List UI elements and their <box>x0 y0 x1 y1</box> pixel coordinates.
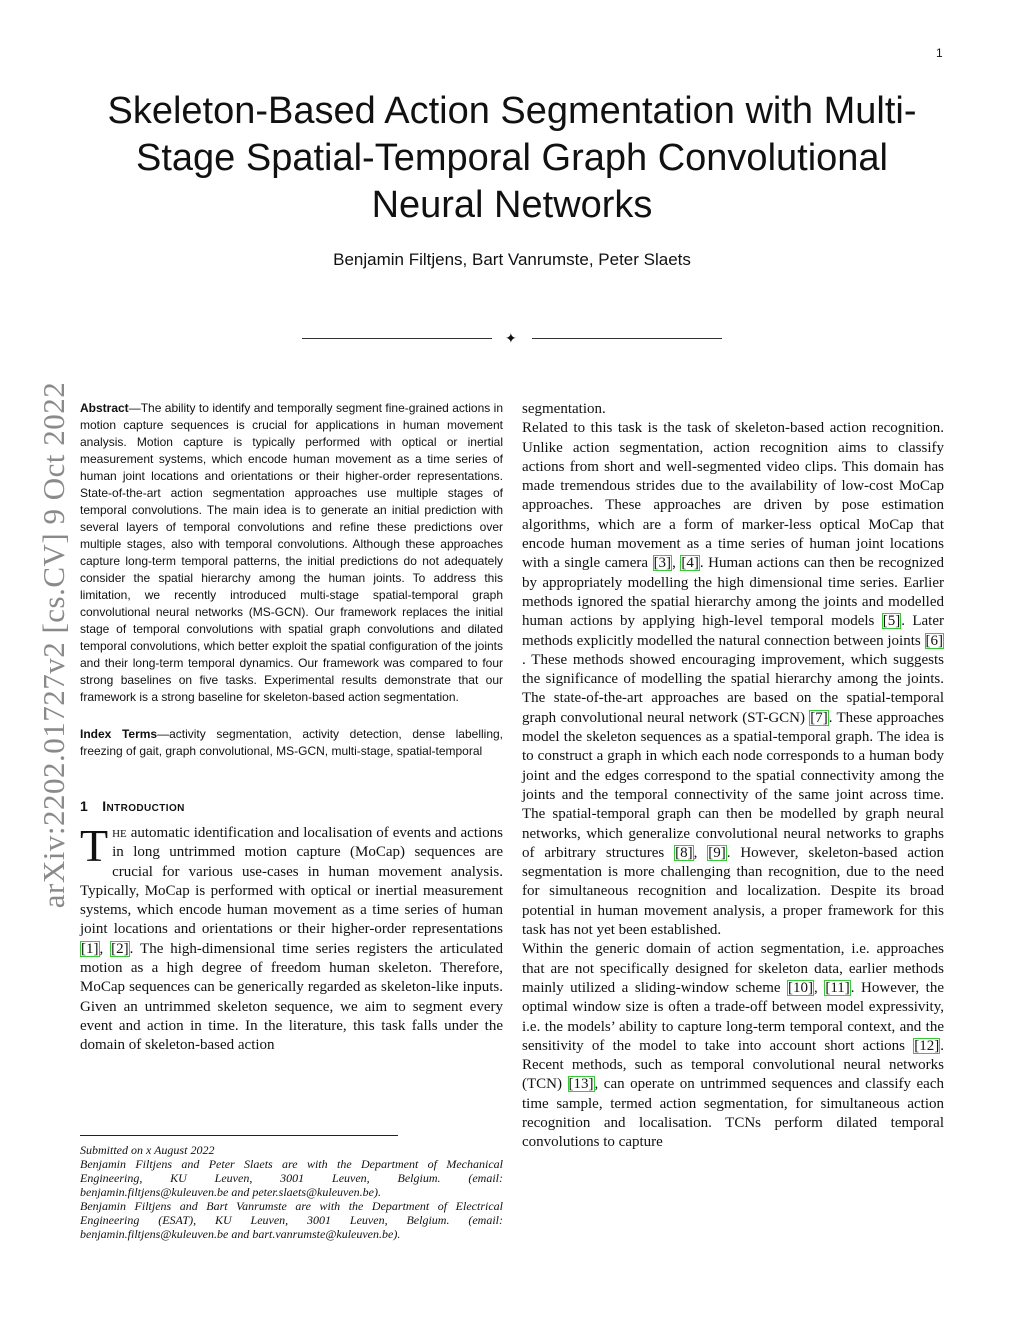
footnote-affiliation-2: Benjamin Filtjens and Bart Vanrumste are with the Department of Electrical Engineering (ESAT), KU Leuven, 3001 Leuven, Belgium. (email: benjamin.filtjens@kuleuven.be and bart.vanrumste@kuleuven.be). <box>80 1199 503 1241</box>
author-list: Benjamin Filtjens, Bart Vanrumste, Peter Slaets <box>333 250 691 269</box>
citation-separator: , <box>672 555 681 572</box>
footnotes <box>80 1143 503 1241</box>
footnote-affiliation-1: Benjamin Filtjens and Peter Slaets are with the Department of Mechanical Engineering, KU Leuven, 3001 Leuven, Belgium. (email: benjamin.filtjens@kuleuven.be and peter.slaets@kuleuven.be). <box>80 1157 503 1199</box>
index-terms <box>80 726 503 760</box>
section-number: 1 <box>80 798 89 814</box>
footnote-rule <box>80 1135 398 1136</box>
abstract <box>80 400 503 706</box>
citation-link-5[interactable]: [5] <box>882 613 901 630</box>
abstract-text: —The ability to identify and temporally segment fine-grained actions in motion capture sequences is crucial for applications in human movement analysis. Motion capture is typically performed with optical or inertial measurement systems, which encode human movement as a time series of human joint locations and orientations or their higher-order representations. State-of-the-art action segmentation approaches use multiple stages of temporal convolutions. The main idea is to generate an initial prediction with several layers of temporal convolutions and refine these predictions over multiple stages, also with temporal convolutions. Although these approaches capture long-term temporal patterns, the initial predictions do not adequately consider the spatial hierarchy among the human joints. To address this limitation, we recently introduced multi-stage spatial-temporal graph convolutional neural networks (MS-GCN). Our framework replaces the initial stage of temporal convolutions with spatial graph convolutions and dilated temporal convolutions, which better exploit the spatial configuration of the joints and their long-term temporal dynamics. Our framework was compared to four strong baselines on five tasks. Experimental results demonstrate that our framework is a strong baseline for skeleton-based action segmentation. <box>80 401 503 704</box>
right-text-2d: . These methods showed encouraging improvement, which suggests the significance of modelling the spatial hierarchy among the joints. The state-of-the-art approaches are based on the spatial-temporal graph convolutional neural network (ST-GCN) <box>522 651 944 726</box>
section-heading-introduction <box>80 798 503 814</box>
right-paragraph-3 <box>522 940 944 1152</box>
footnote-submitted: Submitted on x August 2022 <box>80 1143 215 1157</box>
paper-title: Skeleton-Based Action Segmentation with Multi-Stage Spatial-Temporal Graph Convolutional Neural Networks <box>107 90 917 226</box>
citation-link-9[interactable]: [9] <box>708 844 726 861</box>
right-text-2e: . These approaches model the skeleton sequences as a spatial-temporal graph. The idea is to construct a graph in which each node corresponds to a human body joint and the edges correspond to the spatial connectivity among the joints and the temporal connectivity of the same joint across time. The spatial-temporal graph can then be modelled by graph neural networks, which generalize convolutional neural networks to graphs of arbitrary structures <box>522 709 944 861</box>
intro-paragraph <box>80 820 503 1056</box>
citation-link-2[interactable]: [2] <box>111 940 129 957</box>
citation-separator: , <box>693 844 708 861</box>
citation-link-10[interactable]: [10] <box>788 979 814 996</box>
right-text-2a: Related to this task is the task of skeleton-based action recognition. Unlike action segmentation, action recognition aims to classify actions from short and well-segmented video clips. This domain has made tremendous strides due to the availability of low-cost MoCap approaches. These approaches are driven by pose estimation algorithms, which are a form of marker-less optical MoCap that encode human movement as a time series of human joint locations with a single camera <box>522 420 944 572</box>
index-terms-label: Index Terms <box>80 727 158 741</box>
intro-smallcaps: he <box>112 825 127 841</box>
right-paragraph-1: segmentation. <box>522 401 606 417</box>
citation-link-8[interactable]: [8] <box>675 844 693 861</box>
right-text-2c: . Later methods explicitly modelled the natural connection between joints <box>522 613 944 649</box>
citation-link-11[interactable]: [11] <box>825 979 850 996</box>
right-text-3b: . However, the optimal window size is often a trade-off between model expressivity, i.e. the models’ ability to capture long-term temporal context, and the sensitivity of the model to take into account short actions <box>522 979 945 1054</box>
left-column <box>80 400 503 1056</box>
intro-text-1: automatic identification and localisation of events and actions in long untrimmed motion capture (MoCap) sequences are crucial for various use-cases in human movement analysis. Typically, MoCap is performed with optical or inertial measurement systems, which encode human movement as a time series of human joint locations and orientations or their higher-order representations <box>80 825 503 938</box>
citation-separator: , <box>99 940 111 957</box>
right-paragraph-2 <box>522 419 944 940</box>
drop-cap: T <box>80 820 109 871</box>
citation-link-4[interactable]: [4] <box>681 555 699 572</box>
title-divider <box>302 330 722 346</box>
intro-text-2: . The high-dimensional time series registers the articulated motion as a high degree of freedom human skeleton. Therefore, MoCap sequences can be generically regarded as skeleton-like inputs. Given an untrimmed skeleton sequence, we aim to segment every event and action in time. In the literature, this task falls under the domain of skeleton-based action <box>80 940 503 1054</box>
abstract-label: Abstract <box>80 401 129 415</box>
citation-link-12[interactable]: [12] <box>914 1037 940 1054</box>
right-text-3c: . Recent methods, such as temporal convolutional neural networks (TCN) <box>522 1037 944 1093</box>
page-number: 1 <box>936 46 943 60</box>
citation-link-7[interactable]: [7] <box>810 709 828 726</box>
right-text-2b: . Human actions can then be recognized by appropriately modelling the high dimensional time series. Earlier methods ignored the spatial hierarchy among the joints and modelled human actions by applying high-level temporal models <box>522 555 944 630</box>
citation-link-3[interactable]: [3] <box>653 555 672 572</box>
divider-line-left <box>302 338 492 339</box>
citation-separator: , <box>814 979 825 996</box>
index-terms-text: —activity segmentation, activity detection, dense labelling, freezing of gait, graph convolutional, MS-GCN, multi-stage, spatial-temporal <box>80 727 503 758</box>
section-title: Introduction <box>102 798 185 814</box>
arxiv-stamp-text: arXiv:2202.01727v2 [cs.CV] 9 Oct 2022 <box>36 381 71 909</box>
divider-line-right <box>532 338 722 339</box>
citation-link-13[interactable]: [13] <box>568 1076 594 1093</box>
right-text-2f: . However, skeleton-based action segmentation is more challenging than recognition, due to the need for simultaneous recognition and localization. Despite its broad potential in human movement analysis, a proper framework for this task has not yet been established. <box>522 844 944 939</box>
citation-link-6[interactable]: [6] <box>925 632 943 649</box>
right-text-3d: , can operate on untrimmed sequences and classify each time sample, termed action segmentation, for simultaneous action recognition and localisation. TCNs perform dilated temporal convolutions to capture <box>522 1076 944 1151</box>
right-column <box>522 400 944 1153</box>
divider-ornament-icon: ✦ <box>505 330 517 346</box>
citation-link-1[interactable]: [1] <box>81 940 99 957</box>
right-text-3a: Within the generic domain of action segmentation, i.e. approaches that are not specifically designed for skeleton data, earlier methods mainly utilized a sliding-window scheme <box>522 941 944 996</box>
